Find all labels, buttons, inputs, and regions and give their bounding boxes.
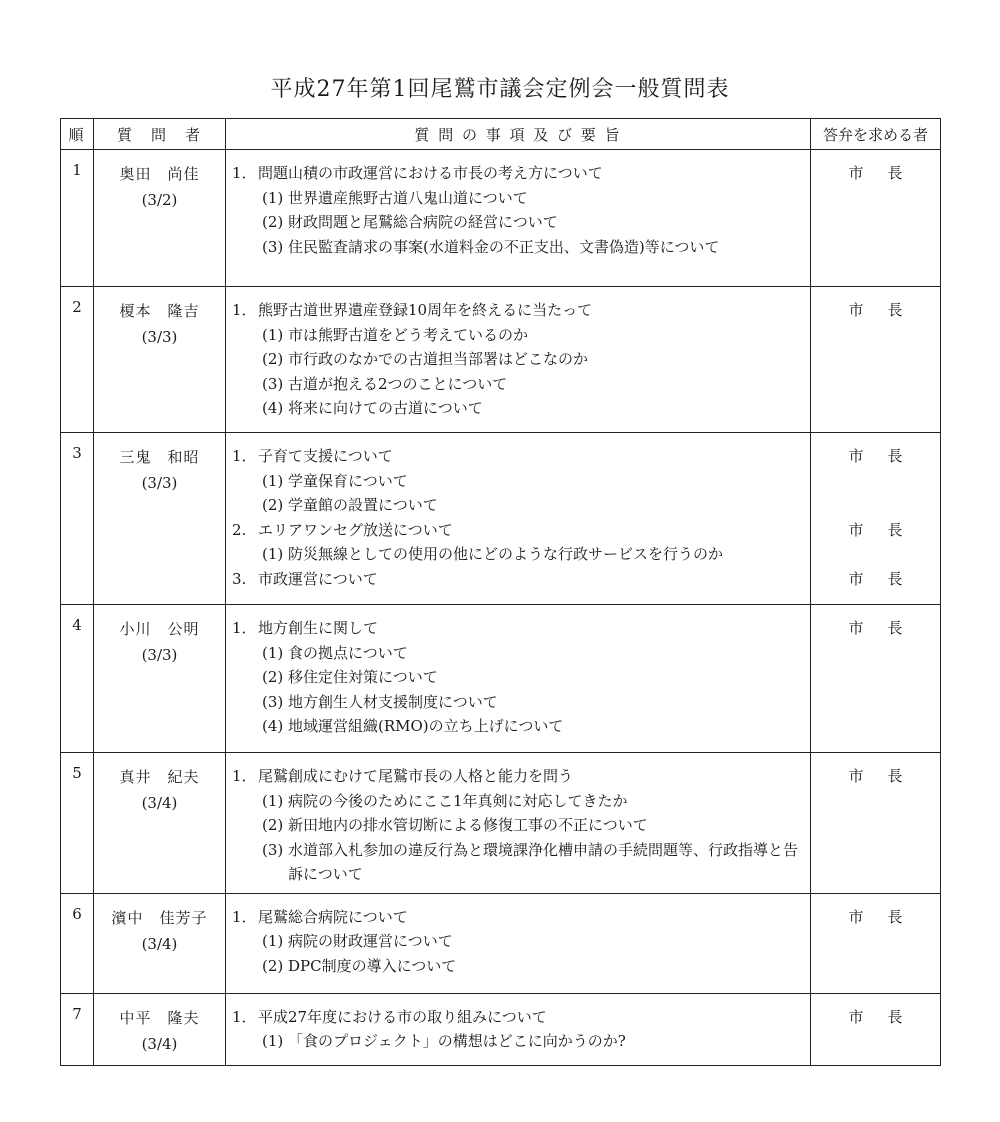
subtopic-text: 将来に向けての古道について [288,399,483,417]
question-date: (3/4) [141,1034,178,1053]
responder-cell [811,433,941,605]
question-items [226,605,811,753]
subtopic-line [232,323,804,348]
subtopic-number: (2) [262,956,284,975]
topic-line [232,764,804,789]
subtopic-text: 世界遺産熊野古道八鬼山道について [288,188,528,207]
asker-name: 中平 隆夫 [119,1008,200,1027]
responder-label: 市長 [848,767,927,785]
responder-label: 市長 [848,569,927,588]
subtopic-line [232,542,804,567]
asker-cell [94,993,226,1065]
subtopic-text: 学童保育について [288,471,408,490]
question-items [226,993,811,1065]
subtopic-text: 市行政のなかでの古道担当部署はどこなのか [288,350,589,368]
topic-number: 2. [232,520,247,539]
topic-text: 市政運営について [258,569,378,588]
responder-spacer [811,493,940,518]
table-header-row [61,119,941,150]
subtopic-number: (2) [262,668,284,686]
subtopic-number: (1) [262,643,284,662]
subtopic-line [232,813,804,838]
subtopic-number: (1) [262,188,284,207]
subtopic-text: 新田地内の排水管切断による修復工事の不正について [288,816,648,834]
responder-spacer [811,813,940,838]
responder-spacer [811,372,940,397]
subtopic-number: (3) [262,692,284,711]
topic-text: 平成27年度における市の取り組みについて [258,1007,547,1026]
asker-cell [94,893,226,993]
row-number: 7 [61,993,94,1065]
question-date: (3/4) [141,934,178,953]
subtopic-number: (1) [262,545,284,563]
subtopic-line [232,347,804,372]
responder-label: 市長 [848,520,927,539]
subtopic-text: 財政問題と尾鷲総合病院の経営について [288,213,558,231]
responder-spacer [811,641,940,666]
subtopic-number: (3) [262,374,284,393]
table-row [61,287,941,433]
subtopic-line [232,690,804,715]
topic-line [232,518,804,543]
question-items [226,753,811,894]
responder-spacer [811,838,940,863]
header-no: 順 [61,119,94,150]
topic-number: 1． [232,164,257,182]
responder-cell [811,893,941,993]
row-number: 6 [61,893,94,993]
subtopic-text: 防災無線としての使用の他にどのような行政サービスを行うのか [288,545,724,563]
topic-text: 尾鷲創成にむけて尾鷲市長の人格と能力を問う [258,767,574,785]
responder-spacer [811,665,940,690]
responder-spacer [811,714,940,739]
row-number: 1 [61,150,94,287]
question-date: (3/3) [141,328,178,346]
responder-label: 市長 [848,447,927,465]
subtopic-text: 市は熊野古道をどう考えているのか [288,325,529,344]
topic-line [232,1005,804,1030]
subtopic-number: (2) [262,496,284,514]
subtopic-line [232,210,804,235]
topic-line [232,298,804,323]
subtopic-text: 病院の今後のためにここ1年真剣に対応してきたか [288,791,628,810]
topic-number: 1． [232,907,257,926]
subtopic-number: (1) [262,1032,284,1050]
subtopic-text: 古道が抱える2つのことについて [288,374,508,393]
responder-cell [811,287,941,433]
question-table [60,118,941,1066]
topic-line [232,161,804,186]
subtopic-number: (2) [262,213,284,231]
asker-name: 小川 公明 [119,620,200,638]
subtopic-line [232,469,804,494]
topic-number: 1． [232,619,257,637]
responder-spacer [811,954,940,979]
responder-cell [811,753,941,894]
subtopic-line [232,372,804,397]
subtopic-line [232,1029,804,1054]
asker-name: 奥田 尚佳 [119,165,200,183]
responder-spacer [811,210,940,235]
responder-cell [811,993,941,1065]
asker-name: 榎本 隆吉 [119,302,200,320]
responder-label: 市長 [848,1007,927,1026]
table-row [61,150,941,287]
topic-number: 1． [232,301,257,319]
table-row [61,893,941,993]
subtopic-line [232,396,804,421]
asker-cell [94,605,226,753]
responder-label: 市長 [848,301,927,319]
subtopic-number: (4) [262,717,284,735]
row-number: 4 [61,605,94,753]
topic-text: 問題山積の市政運営における市長の考え方について [258,164,603,182]
row-number: 2 [61,287,94,433]
table-row [61,753,941,894]
subtopic-line [232,954,804,979]
topic-number: 3. [232,569,247,588]
responder-spacer [811,469,940,494]
responder-spacer [811,323,940,348]
asker-name: 濱中 佳芳子 [111,908,208,927]
subtopic-text: 地方創生人材支援制度について [288,692,498,711]
subtopic-number: (2) [262,816,284,834]
responder-cell [811,605,941,753]
topic-text: 尾鷲総合病院について [258,907,408,926]
responder-label: 市長 [848,619,927,637]
question-items [226,150,811,287]
responder-label: 市長 [848,907,927,926]
responder-spacer [811,186,940,211]
question-items [226,893,811,993]
subtopic-number: (3) [262,840,284,859]
subtopic-text: 「食のプロジェクト」の構想はどこに向かうのか? [288,1032,626,1050]
subtopic-number: (1) [262,325,284,344]
question-items [226,433,811,605]
responder-spacer [811,789,940,814]
question-date: (3/3) [141,646,178,664]
topic-text: 子育て支援について [258,447,393,465]
responder-spacer [811,235,940,260]
subtopic-line [232,186,804,211]
subtopic-line [232,235,804,260]
subtopic-number: (1) [262,932,284,950]
topic-line [232,905,804,930]
question-date: (3/2) [141,191,178,209]
subtopic-line [232,714,804,739]
question-date: (3/3) [141,474,178,492]
table-row [61,605,941,753]
asker-cell [94,433,226,605]
asker-cell [94,287,226,433]
header-responder: 答弁を求める者 [811,119,941,150]
responder-spacer [811,347,940,372]
row-number: 5 [61,753,94,894]
document-title: 平成27年第1回尾鷲市議会定例会一般質問表 [270,77,730,102]
asker-cell [94,753,226,894]
question-items [226,287,811,433]
topic-text: エリアワンセグ放送について [258,520,453,539]
asker-cell [94,150,226,287]
subtopic-text: 食の拠点について [288,643,408,662]
subtopic-text: DPC制度の導入について [288,956,457,975]
responder-spacer [811,690,940,715]
asker-name: 三鬼 和昭 [119,448,200,466]
subtopic-text: 移住定住対策について [288,668,438,686]
subtopic-text: 病院の財政運営について [288,932,453,950]
subtopic-text: 地域運営組織(RMO)の立ち上げについて [288,717,564,735]
question-date: (3/4) [141,794,178,812]
subtopic-number: (4) [262,399,284,417]
topic-number: 1． [232,1007,257,1026]
topic-number: 1． [232,767,257,785]
subtopic-text: 水道部入札参加の違反行為と環境課浄化槽申請の手続問題等、行政指導と告訴について [288,840,799,883]
table-body [61,150,941,1066]
row-number: 3 [61,433,94,605]
topic-number: 1． [232,447,257,465]
subtopic-line [232,493,804,518]
subtopic-line [232,838,804,887]
subtopic-number: (2) [262,350,284,368]
subtopic-number: (1) [262,471,284,490]
subtopic-line [232,641,804,666]
subtopic-line [232,665,804,690]
subtopic-line [232,929,804,954]
table-row [61,433,941,605]
topic-text: 地方創生に関して [258,619,379,637]
responder-cell [811,150,941,287]
subtopic-text: 住民監査請求の事案(水道料金の不正支出、文書偽造)等について [288,237,720,256]
asker-name: 真井 紀夫 [119,768,200,786]
subtopic-number: (1) [262,791,284,810]
subtopic-number: (3) [262,237,284,256]
subtopic-line [232,789,804,814]
topic-text: 熊野古道世界遺産登録10周年を終えるに当たって [258,301,593,319]
table-row [61,993,941,1065]
topic-line [232,567,804,592]
responder-spacer [811,1029,940,1054]
responder-label: 市長 [848,164,927,182]
header-items: 質 問 の 事 項 及 び 要 旨 [226,119,811,150]
header-asker: 質 問 者 [94,119,226,150]
responder-spacer [811,396,940,421]
subtopic-text: 学童館の設置について [288,496,438,514]
responder-spacer [811,542,940,567]
topic-line [232,616,804,641]
responder-spacer [811,929,940,954]
topic-line [232,444,804,469]
